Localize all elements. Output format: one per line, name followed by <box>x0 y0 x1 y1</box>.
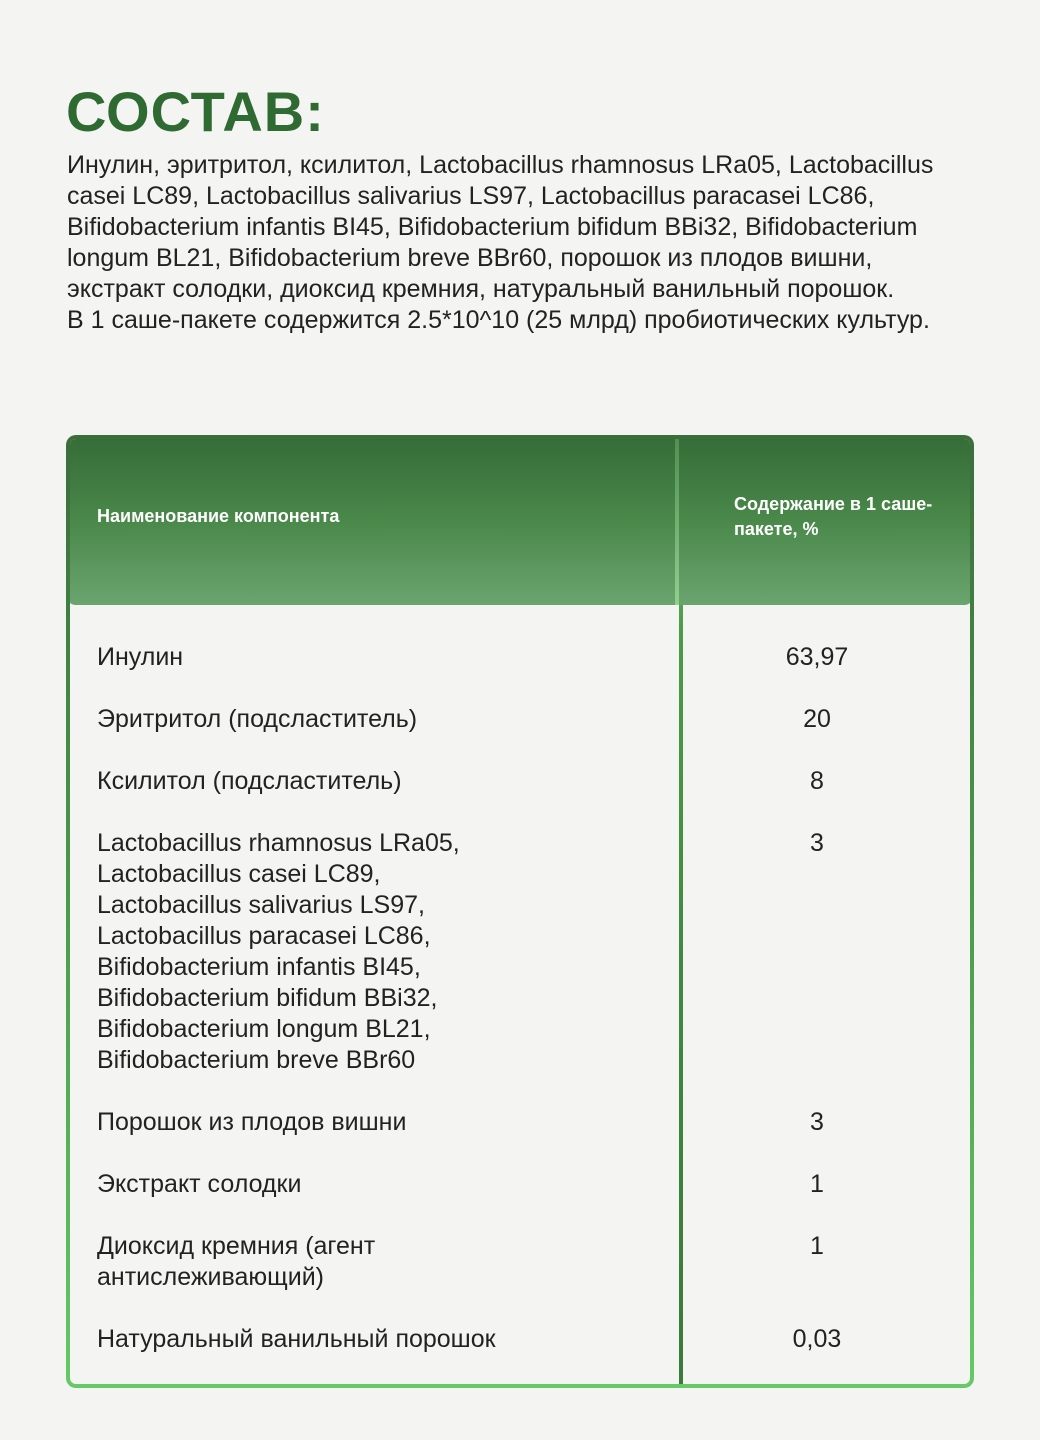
row-content-value: 1 <box>810 1170 824 1198</box>
page-title: СОСТАВ: <box>66 80 325 143</box>
row-component-name: Инулин <box>97 643 184 671</box>
row-content-value: 8 <box>810 767 824 795</box>
row-content-value: 20 <box>803 705 831 733</box>
ingredients-text: Инулин, эритритол, ксилитол, Lactobacillus rhamnosus LRa05, Lactobacillus casei LC89, Lactobacillus salivarius LS97, Lactobacillus paracasei LC86, Bifidobacterium infantis BI45, Bifidobacterium bifidum BBi32, Bifidobacterium longum BL21, Bifidobacterium breve BBr60, порошок из плодов вишни, экстракт солодки, диоксид кремния, натуральный ванильный порошок. <box>67 151 934 303</box>
row-content-value: 3 <box>810 829 824 857</box>
row-component-name: Эритритол (подсластитель) <box>97 705 418 733</box>
header-divider <box>675 435 679 605</box>
row-content-value: 1 <box>810 1232 824 1260</box>
row-content-value: 63,97 <box>785 643 849 671</box>
row-component-name: Натуральный ванильный порошок <box>97 1325 496 1353</box>
row-component-name: Ксилитол (подсластитель) <box>97 767 402 795</box>
row-content-value: 0,03 <box>792 1325 842 1353</box>
row-component-name: Экстракт солодки <box>97 1170 302 1198</box>
row-component-name: Lactobacillus rhamnosus LRa05, Lactobacillus casei LC89, Lactobacillus salivarius LS97, Lactobacillus paracasei LC86, Bifidobacterium infantis BI45, Bifidobacterium bifidum BBi32, Bifidobacterium longum BL21, Bifidobacterium breve BBr60 <box>97 829 460 1074</box>
table-header <box>66 435 974 605</box>
composition-description <box>67 150 967 336</box>
row-component-name: Диоксид кремния (агент антислеживающий) <box>97 1232 376 1291</box>
header-content-percent: Содержание в 1 саше-пакете, % <box>734 494 933 539</box>
row-content-value: 3 <box>810 1108 824 1136</box>
composition-table <box>66 435 974 1388</box>
header-component-name: Наименование компонента <box>97 506 340 526</box>
row-component-name: Порошок из плодов вишни <box>97 1108 407 1136</box>
probiotic-count-text: В 1 саше-пакете содержится 2.5*10^10 (25 млрд) пробиотических культур. <box>67 306 930 334</box>
